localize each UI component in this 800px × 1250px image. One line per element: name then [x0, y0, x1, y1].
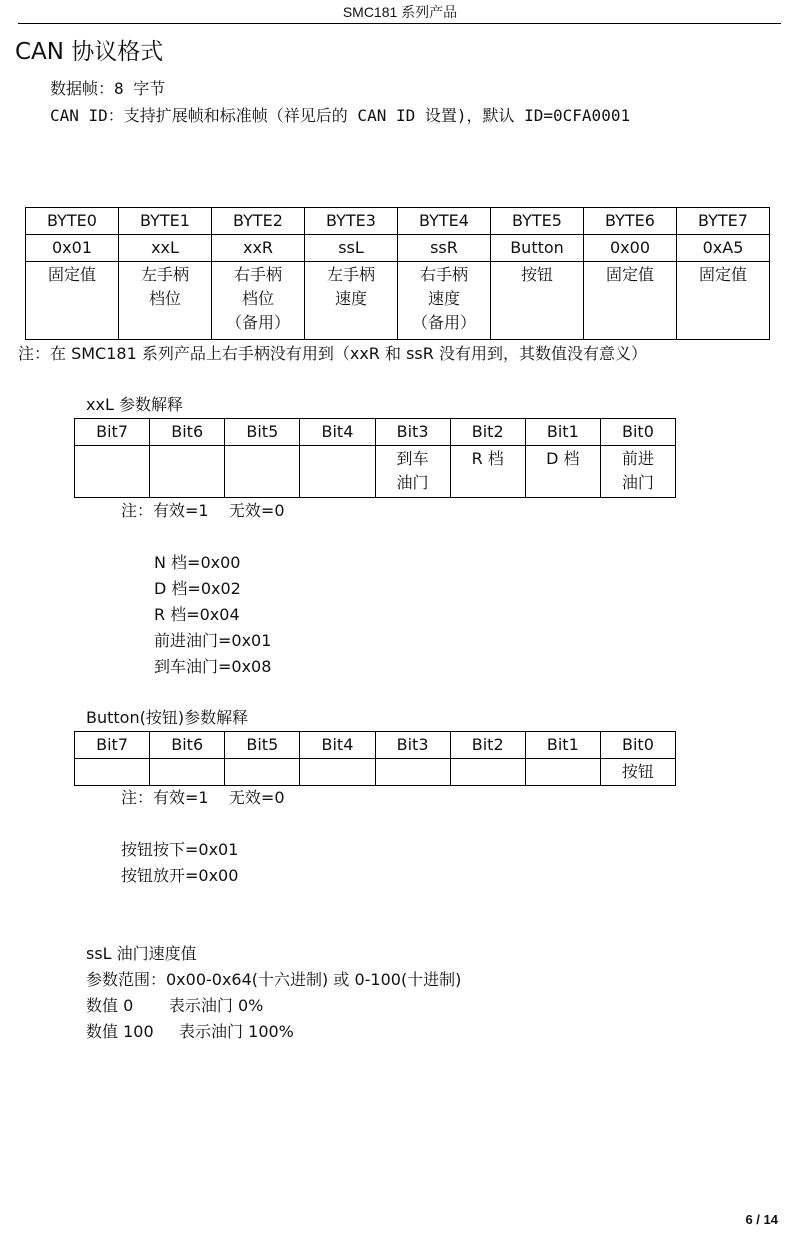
byte-header-row: [26, 208, 770, 235]
xxl-value-line: R 档=0x04: [154, 605, 240, 624]
ssl-value-0: 数值 0 表示油门 0%: [86, 996, 264, 1015]
byte-value-cell: ssR: [398, 235, 491, 262]
bit-header-cell: Bit4: [300, 419, 375, 446]
byte-value-row: [26, 235, 770, 262]
byte-description-cell: 固定值: [677, 262, 770, 340]
bit-value-cell: [450, 759, 525, 786]
bit-value-cell: [75, 446, 150, 498]
byte-header-cell: BYTE0: [26, 208, 119, 235]
button-note: 注：有效=1 无效=0: [121, 788, 285, 807]
byte-header-cell: BYTE3: [305, 208, 398, 235]
byte-value-cell: 0xA5: [677, 235, 770, 262]
xxl-value-line: N 档=0x00: [154, 553, 241, 572]
byte-description-cell: 右手柄 档位 （备用）: [212, 262, 305, 340]
byte-table-note: 注：在 SMC181 系列产品上右手柄没有用到（xxR 和 ssR 没有用到，其数值没有意义）: [18, 344, 647, 363]
bit-header-cell: Bit2: [450, 732, 525, 759]
bit-header-cell: Bit5: [225, 732, 300, 759]
bit-header-cell: Bit5: [225, 419, 300, 446]
xxl-title: xxL 参数解释: [86, 395, 183, 414]
bit-value-cell: [525, 759, 600, 786]
bit-value-cell: [225, 446, 300, 498]
ssl-range: 参数范围：0x00-0x64(十六进制) 或 0-100(十进制): [86, 970, 462, 989]
section-title: CAN 协议格式: [15, 39, 164, 65]
byte-description-cell: 固定值: [26, 262, 119, 340]
byte-header-cell: BYTE4: [398, 208, 491, 235]
byte-value-cell: xxL: [119, 235, 212, 262]
xxl-bit-table: [74, 418, 676, 498]
data-frame-line: 数据帧：8 字节: [50, 79, 166, 98]
xxl-note: 注：有效=1 无效=0: [121, 501, 285, 520]
button-value-row: [75, 759, 676, 786]
bit-header-cell: Bit7: [75, 419, 150, 446]
byte-value-cell: 0x00: [584, 235, 677, 262]
bit-header-cell: Bit0: [600, 419, 675, 446]
xxl-header-row: [75, 419, 676, 446]
button-header-row: [75, 732, 676, 759]
bit-header-cell: Bit3: [375, 732, 450, 759]
bit-header-cell: Bit0: [600, 732, 675, 759]
byte-description-cell: 按钮: [491, 262, 584, 340]
ssl-title: ssL 油门速度值: [86, 944, 197, 963]
bit-header-cell: Bit1: [525, 419, 600, 446]
bit-header-cell: Bit6: [150, 419, 225, 446]
byte-header-cell: BYTE2: [212, 208, 305, 235]
byte-value-cell: xxR: [212, 235, 305, 262]
byte-value-cell: Button: [491, 235, 584, 262]
byte-header-cell: BYTE5: [491, 208, 584, 235]
byte-value-cell: ssL: [305, 235, 398, 262]
ssl-value-100: 数值 100 表示油门 100%: [86, 1022, 294, 1041]
can-id-line: CAN ID：支持扩展帧和标准帧（祥见后的 CAN ID 设置)，默认 ID=0CFA0001: [50, 106, 631, 125]
header-rule: [18, 23, 781, 24]
bit-value-cell: 前进 油门: [600, 446, 675, 498]
byte-description-cell: 左手柄 档位: [119, 262, 212, 340]
xxl-value-line: 到车油门=0x08: [154, 657, 272, 676]
bit-value-cell: [150, 759, 225, 786]
button-value-line: 按钮按下=0x01: [121, 840, 239, 859]
bit-value-cell: [375, 759, 450, 786]
byte-value-cell: 0x01: [26, 235, 119, 262]
button-bit-table: [74, 731, 676, 786]
button-title: Button(按钮)参数解释: [86, 708, 249, 727]
byte-header-cell: BYTE1: [119, 208, 212, 235]
byte-header-cell: BYTE7: [677, 208, 770, 235]
byte-table: [25, 207, 770, 340]
bit-value-cell: R 档: [450, 446, 525, 498]
page-number: 6 / 14: [745, 1212, 778, 1227]
bit-header-cell: Bit7: [75, 732, 150, 759]
bit-header-cell: Bit3: [375, 419, 450, 446]
bit-value-cell: D 档: [525, 446, 600, 498]
xxl-value-line: 前进油门=0x01: [154, 631, 272, 650]
byte-header-cell: BYTE6: [584, 208, 677, 235]
button-value-line: 按钮放开=0x00: [121, 866, 239, 885]
bit-value-cell: 按钮: [600, 759, 675, 786]
bit-value-cell: [300, 446, 375, 498]
byte-description-cell: 右手柄 速度 （备用）: [398, 262, 491, 340]
bit-header-cell: Bit6: [150, 732, 225, 759]
byte-description-cell: 左手柄 速度: [305, 262, 398, 340]
bit-header-cell: Bit2: [450, 419, 525, 446]
bit-value-cell: 到车 油门: [375, 446, 450, 498]
xxl-value-line: D 档=0x02: [154, 579, 241, 598]
bit-value-cell: [300, 759, 375, 786]
xxl-value-row: [75, 446, 676, 498]
bit-header-cell: Bit4: [300, 732, 375, 759]
bit-value-cell: [75, 759, 150, 786]
bit-value-cell: [225, 759, 300, 786]
bit-value-cell: [150, 446, 225, 498]
bit-header-cell: Bit1: [525, 732, 600, 759]
page-header: SMC181 系列产品: [342, 4, 458, 20]
byte-description-row: [26, 262, 770, 340]
byte-description-cell: 固定值: [584, 262, 677, 340]
